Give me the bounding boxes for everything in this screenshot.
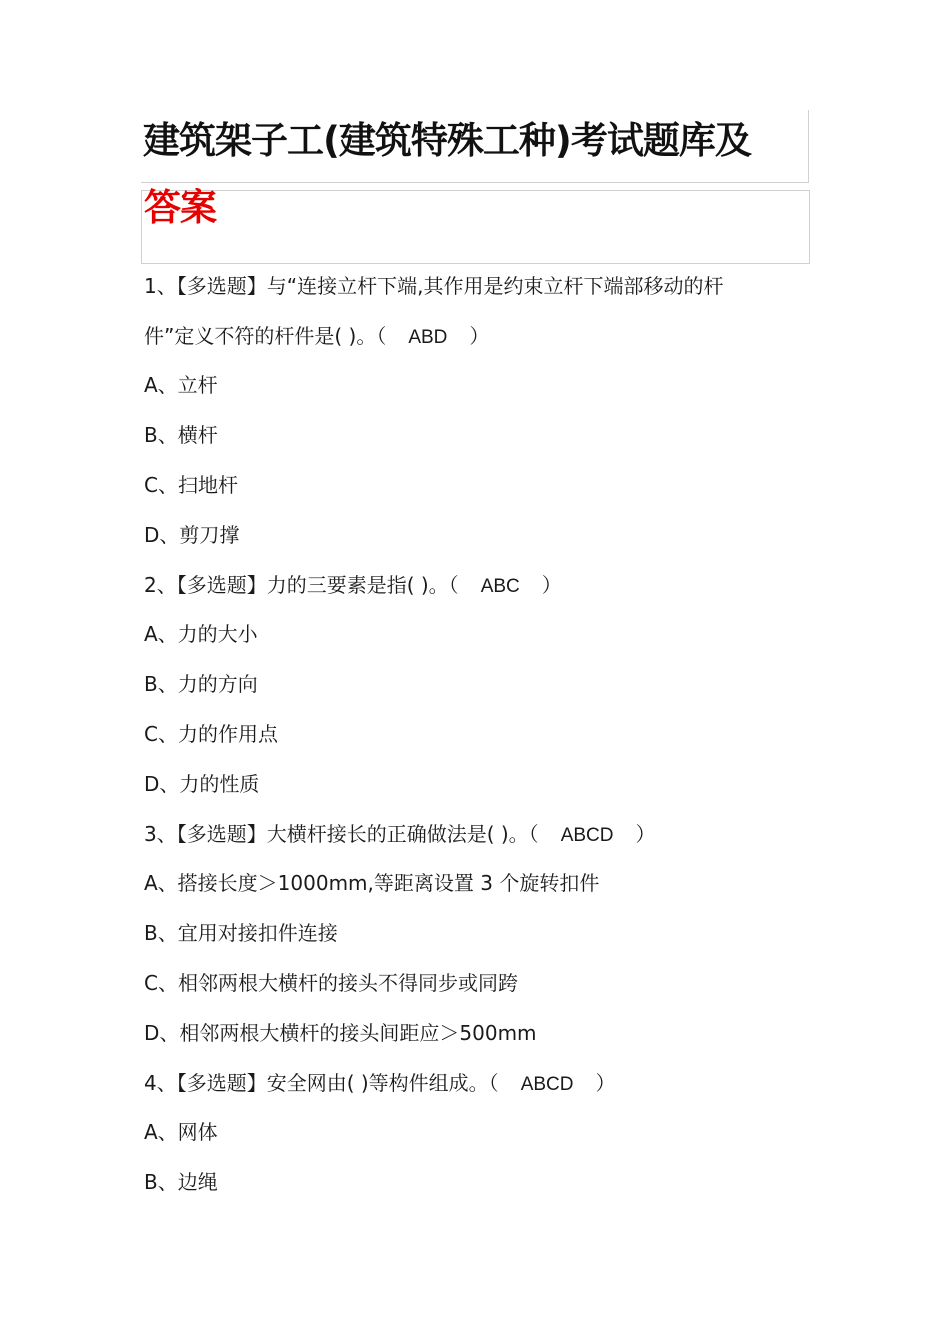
question-1-line-2 bbox=[144, 322, 489, 352]
option-3b: B、宜用对接扣件连接 bbox=[144, 921, 338, 945]
question-3-text: 3、【多选题】大横杆接长的正确做法是( )。（ bbox=[144, 822, 539, 846]
question-4-close-paren: ） bbox=[595, 1071, 616, 1095]
question-4-text: 4、【多选题】安全网由( )等构件组成。（ bbox=[144, 1071, 499, 1095]
question-1-close-paren: ） bbox=[469, 324, 490, 348]
option-2a: A、力的大小 bbox=[144, 622, 258, 646]
option-4b: B、边绳 bbox=[144, 1170, 218, 1194]
option-3c: C、相邻两根大横杆的接头不得同步或同跨 bbox=[144, 971, 518, 995]
question-2 bbox=[144, 571, 562, 601]
option-1b: B、横杆 bbox=[144, 423, 218, 447]
question-3-close-paren: ） bbox=[635, 822, 656, 846]
question-1-text: 件”定义不符的杆件是( )。（ bbox=[144, 324, 387, 348]
title-line-1 bbox=[141, 110, 809, 183]
title-text-2: 答案 bbox=[144, 186, 216, 229]
question-1-answer: ABD bbox=[408, 327, 448, 348]
option-1d: D、剪刀撑 bbox=[144, 523, 240, 547]
question-3 bbox=[144, 820, 655, 850]
option-1c: C、扫地杆 bbox=[144, 473, 238, 497]
title-text-1: 建筑架子工(建筑特殊工种)考试题库及 bbox=[143, 119, 751, 162]
question-2-answer: ABC bbox=[480, 576, 520, 597]
option-2c: C、力的作用点 bbox=[144, 722, 278, 746]
option-3a: A、搭接长度＞1000mm,等距离设置 3 个旋转扣件 bbox=[144, 871, 600, 895]
document-title bbox=[141, 118, 808, 263]
title-line-2 bbox=[141, 186, 810, 264]
option-2d: D、力的性质 bbox=[144, 772, 260, 796]
question-3-answer: ABCD bbox=[560, 825, 614, 846]
option-4a: A、网体 bbox=[144, 1120, 218, 1144]
question-4-answer: ABCD bbox=[520, 1074, 574, 1095]
question-2-close-paren: ） bbox=[541, 573, 562, 597]
option-2b: B、力的方向 bbox=[144, 672, 258, 696]
option-3d: D、相邻两根大横杆的接头间距应＞500mm bbox=[144, 1021, 537, 1045]
option-1a: A、立杆 bbox=[144, 373, 218, 397]
question-2-text: 2、【多选题】力的三要素是指( )。（ bbox=[144, 573, 459, 597]
question-1-line-1: 1、【多选题】与“连接立杆下端,其作用是约束立杆下端部移动的杆 bbox=[144, 274, 724, 298]
question-4 bbox=[144, 1069, 615, 1099]
